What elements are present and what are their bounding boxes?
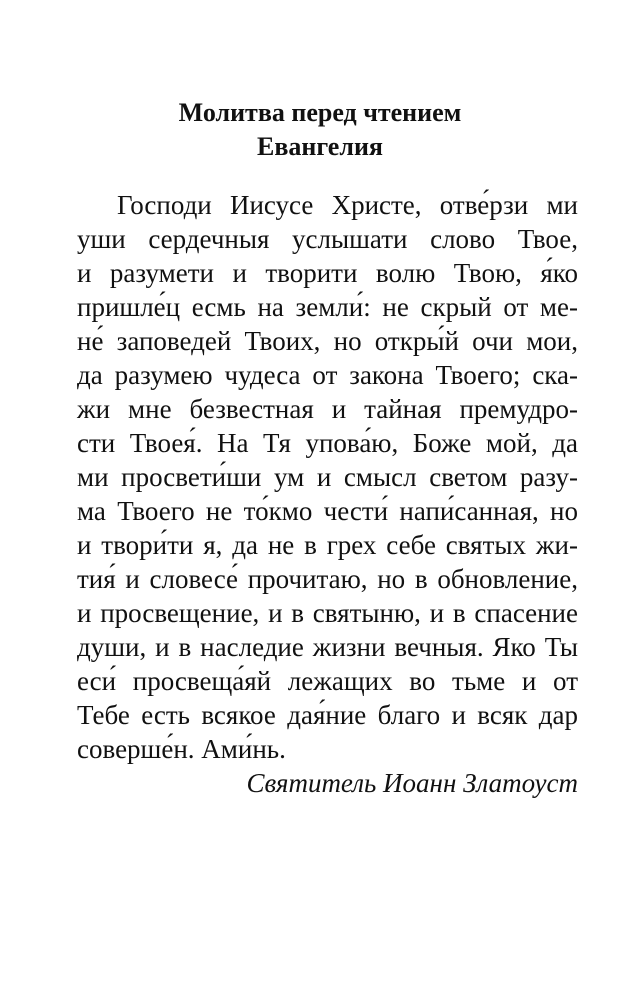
- prayer-line: ма Твоего не то́кмо чести́ напи́санная, но: [77, 496, 578, 526]
- prayer-line: и разумети и творити волю Твою, я́ко: [77, 258, 578, 288]
- prayer-line: и просвещение, и в святыню, и в спасение: [77, 598, 578, 628]
- prayer-line: жи мне безвестная и тайная премудро-: [77, 394, 578, 424]
- prayer-line: уши сердечныя услышати слово Твое,: [77, 224, 578, 254]
- prayer-line: души, и в наследие жизни вечныя. Яко Ты: [77, 632, 578, 662]
- prayer-line: не́ заповедей Твоих, но откры́й очи мои,: [77, 326, 578, 356]
- prayer-line: соверше́н. Ами́нь.: [77, 734, 286, 764]
- prayer-line: Тебе есть всякое дая́ние благо и всяк дар: [77, 700, 578, 730]
- prayer-line: еси́ просвеща́яй лежащих во тьме и от: [77, 666, 578, 696]
- prayer-title-line-2: Евангелия: [256, 132, 383, 161]
- prayer-line: сти Твоея́. На Тя упова́ю, Боже мой, да: [77, 428, 578, 458]
- prayer-line: Господи Иисусе Христе, отве́рзи ми: [117, 190, 578, 220]
- prayer-line: и твори́ти я, да не в грех себе святых жи-: [77, 530, 578, 560]
- prayer-line: пришле́ц есмь на земли́: не скрый от ме-: [77, 292, 578, 322]
- prayer-title-line-1: Молитва перед чтением: [178, 98, 462, 127]
- prayer-line: тия́ и словесе́ прочитаю, но в обновление,: [77, 564, 578, 594]
- prayer-author-signature: Святитель Иоанн Златоуст: [246, 768, 578, 798]
- prayer-line: да разумею чудеса от закона Твоего; ска-: [77, 360, 578, 390]
- prayer-line: ми просвети́ши ум и смысл светом разу-: [77, 462, 578, 492]
